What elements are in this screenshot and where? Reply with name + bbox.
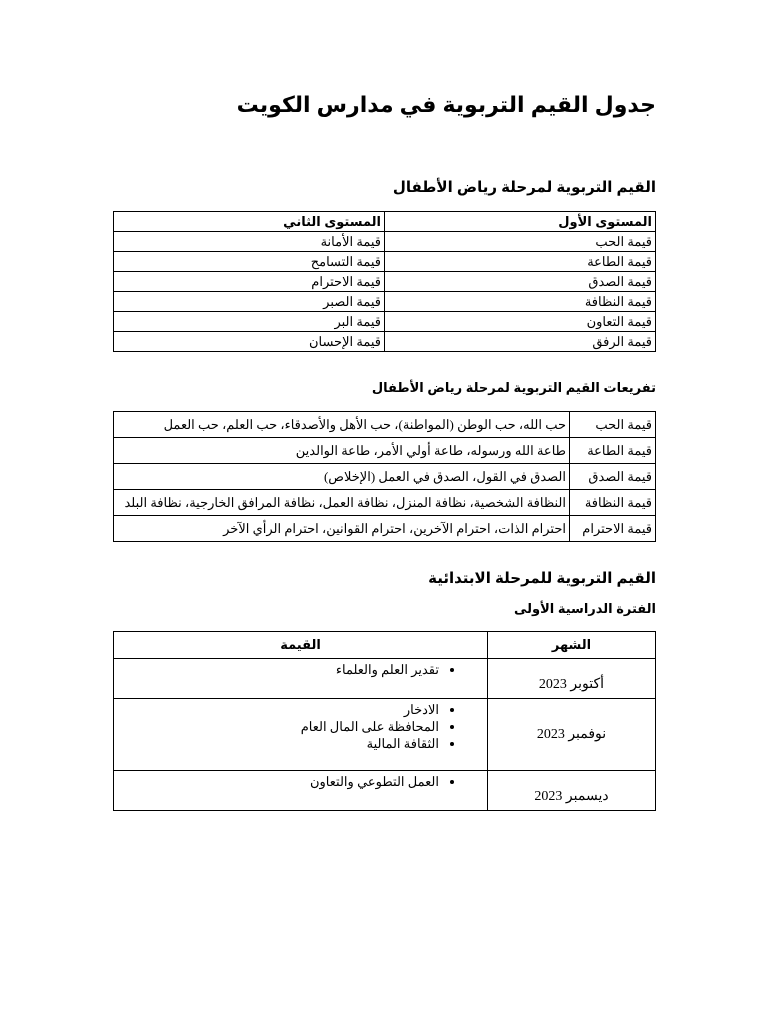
value-name-cell: قيمة الحب — [570, 412, 656, 438]
table-row — [114, 490, 656, 516]
header-level-two: المستوى الثاني — [114, 212, 385, 232]
value-branches-cell: الصدق في القول، الصدق في العمل (الإخلاص) — [114, 464, 570, 490]
page-title: جدول القيم التربوية في مدارس الكويت — [236, 92, 656, 117]
value-branches-cell: حب الله، حب الوطن (المواطنة)، حب الأهل والأصدقاء، حب العلم، حب العمل — [114, 412, 570, 438]
table-cell: قيمة البر — [114, 312, 385, 332]
table-cell: قيمة التسامح — [114, 252, 385, 272]
table-row — [114, 516, 656, 542]
values-cell — [114, 699, 488, 771]
header-level-one: المستوى الأول — [385, 212, 656, 232]
primary-values-table — [113, 631, 656, 811]
list-item: • الثقافة المالية — [117, 735, 439, 752]
values-list — [117, 701, 457, 752]
values-list — [117, 661, 457, 678]
table-header-row — [114, 632, 656, 659]
table-row — [114, 272, 656, 292]
header-value: القيمة — [114, 632, 488, 659]
list-item: • تقدير العلم والعلماء — [117, 661, 439, 678]
table-row — [114, 252, 656, 272]
kg-values-table — [113, 211, 656, 352]
value-name-cell: قيمة النظافة — [570, 490, 656, 516]
table-row — [114, 312, 656, 332]
table-row — [114, 771, 656, 811]
month-cell: ديسمبر 2023 — [488, 771, 656, 811]
header-month: الشهر — [488, 632, 656, 659]
values-list — [117, 773, 457, 790]
values-cell — [114, 659, 488, 699]
list-item: • العمل التطوعي والتعاون — [117, 773, 439, 790]
table-row — [114, 232, 656, 252]
table-cell: قيمة التعاون — [385, 312, 656, 332]
kg-branches-heading: تفريعات القيم التربوية لمرحلة رياض الأطفال — [371, 380, 656, 395]
table-cell: قيمة الصبر — [114, 292, 385, 312]
value-branches-cell: طاعة الله ورسوله، طاعة أولي الأمر، طاعة الوالدين — [114, 438, 570, 464]
value-name-cell: قيمة الطاعة — [570, 438, 656, 464]
table-row — [114, 699, 656, 771]
table-row — [114, 292, 656, 312]
table-cell: قيمة الحب — [385, 232, 656, 252]
value-branches-cell: النظافة الشخصية، نظافة المنزل، نظافة العمل، نظافة المرافق الخارجية، نظافة البلد — [114, 490, 570, 516]
month-cell: أكتوبر 2023 — [488, 659, 656, 699]
table-row — [114, 438, 656, 464]
table-cell: قيمة الأمانة — [114, 232, 385, 252]
values-cell — [114, 771, 488, 811]
table-cell: قيمة الطاعة — [385, 252, 656, 272]
first-term-subheading: الفترة الدراسية الأولى — [514, 601, 656, 616]
value-branches-cell: احترام الذات، احترام الآخرين، احترام القوانين، احترام الرأي الآخر — [114, 516, 570, 542]
kg-branches-table — [113, 411, 656, 542]
value-name-cell: قيمة الاحترام — [570, 516, 656, 542]
month-cell: نوفمبر 2023 — [488, 699, 656, 771]
table-row — [114, 659, 656, 699]
table-row — [114, 412, 656, 438]
list-item: • الادخار — [117, 701, 439, 718]
table-cell: قيمة الاحترام — [114, 272, 385, 292]
table-cell: قيمة النظافة — [385, 292, 656, 312]
primary-values-heading: القيم التربوية للمرحلة الابتدائية — [428, 570, 656, 587]
table-cell: قيمة الإحسان — [114, 332, 385, 352]
list-item: • المحافظة على المال العام — [117, 718, 439, 735]
table-header-row — [114, 212, 656, 232]
table-row — [114, 332, 656, 352]
table-cell: قيمة الرفق — [385, 332, 656, 352]
value-name-cell: قيمة الصدق — [570, 464, 656, 490]
table-row — [114, 464, 656, 490]
table-cell: قيمة الصدق — [385, 272, 656, 292]
kg-values-heading: القيم التربوية لمرحلة رياض الأطفال — [392, 179, 656, 196]
